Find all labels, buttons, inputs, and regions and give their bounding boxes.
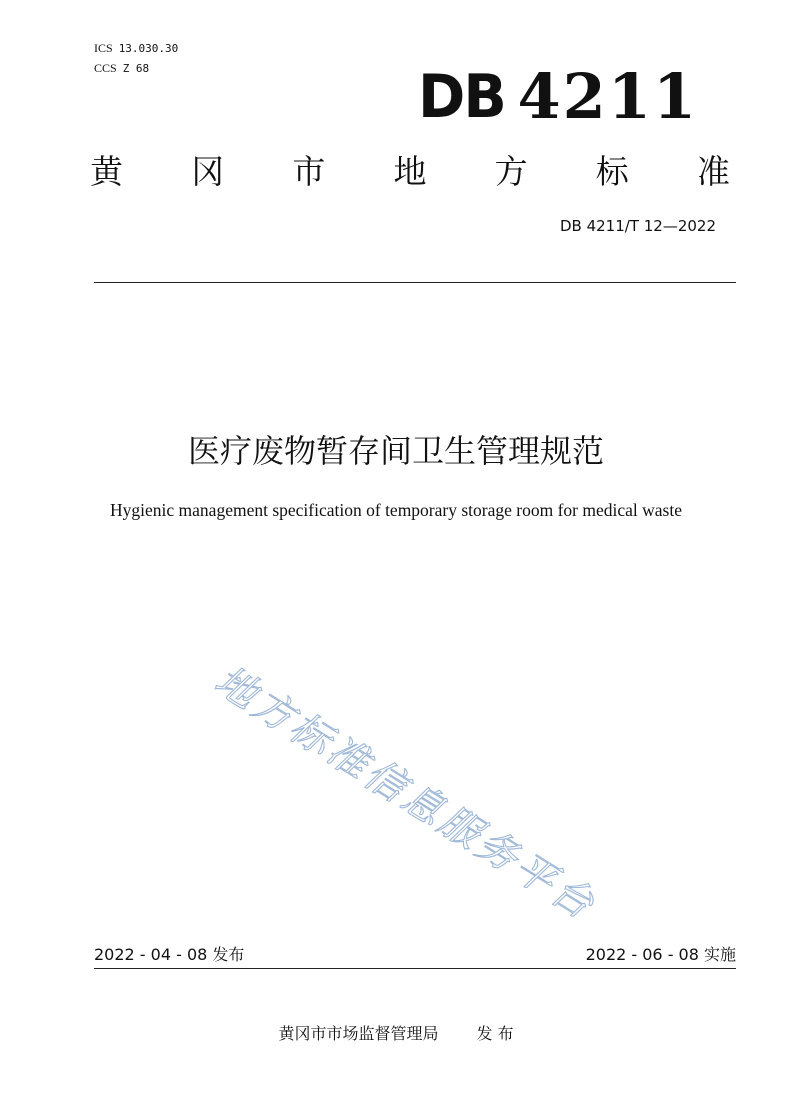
ccs-code — [94, 61, 149, 76]
document-title-en: Hygienic management specification of temporary storage room for medical waste — [110, 500, 682, 520]
standard-type-char: 方 — [494, 152, 528, 191]
top-divider — [94, 282, 736, 283]
standard-type-char: 标 — [595, 152, 629, 191]
standard-type-char: 市 — [292, 152, 326, 191]
standard-type-char: 黄 — [90, 152, 123, 191]
ics-label: ICS — [94, 41, 113, 55]
publisher-org: 黄冈市市场监督管理局 — [278, 1024, 439, 1043]
publisher-action: 发 布 — [476, 1024, 514, 1043]
document-title-cn: 医疗废物暂存间卫生管理规范 — [187, 432, 604, 470]
db-logo — [418, 62, 698, 132]
standard-type-title — [90, 150, 730, 194]
db-logo-letters: DB — [418, 62, 505, 132]
implementation-date: 2022 - 06 - 08 实施 — [585, 945, 736, 964]
ics-code — [94, 41, 178, 56]
standard-type-char: 准 — [696, 152, 730, 191]
ccs-label: CCS — [94, 61, 117, 75]
standard-number: DB 4211/T 12—2022 — [559, 217, 716, 235]
issue-date: 2022 - 04 - 08 发布 — [94, 945, 245, 964]
db-logo-number: 4211 — [517, 60, 699, 133]
publisher-line — [0, 1022, 792, 1046]
watermark — [200, 650, 670, 940]
ics-value: 13.030.30 — [118, 42, 179, 55]
standard-type-char: 地 — [393, 152, 427, 191]
standard-type-char: 冈 — [191, 152, 225, 191]
ccs-value: Z 68 — [122, 62, 150, 75]
watermark-text: 地方标准信息服务平台 — [206, 657, 605, 930]
bottom-divider — [94, 968, 736, 969]
